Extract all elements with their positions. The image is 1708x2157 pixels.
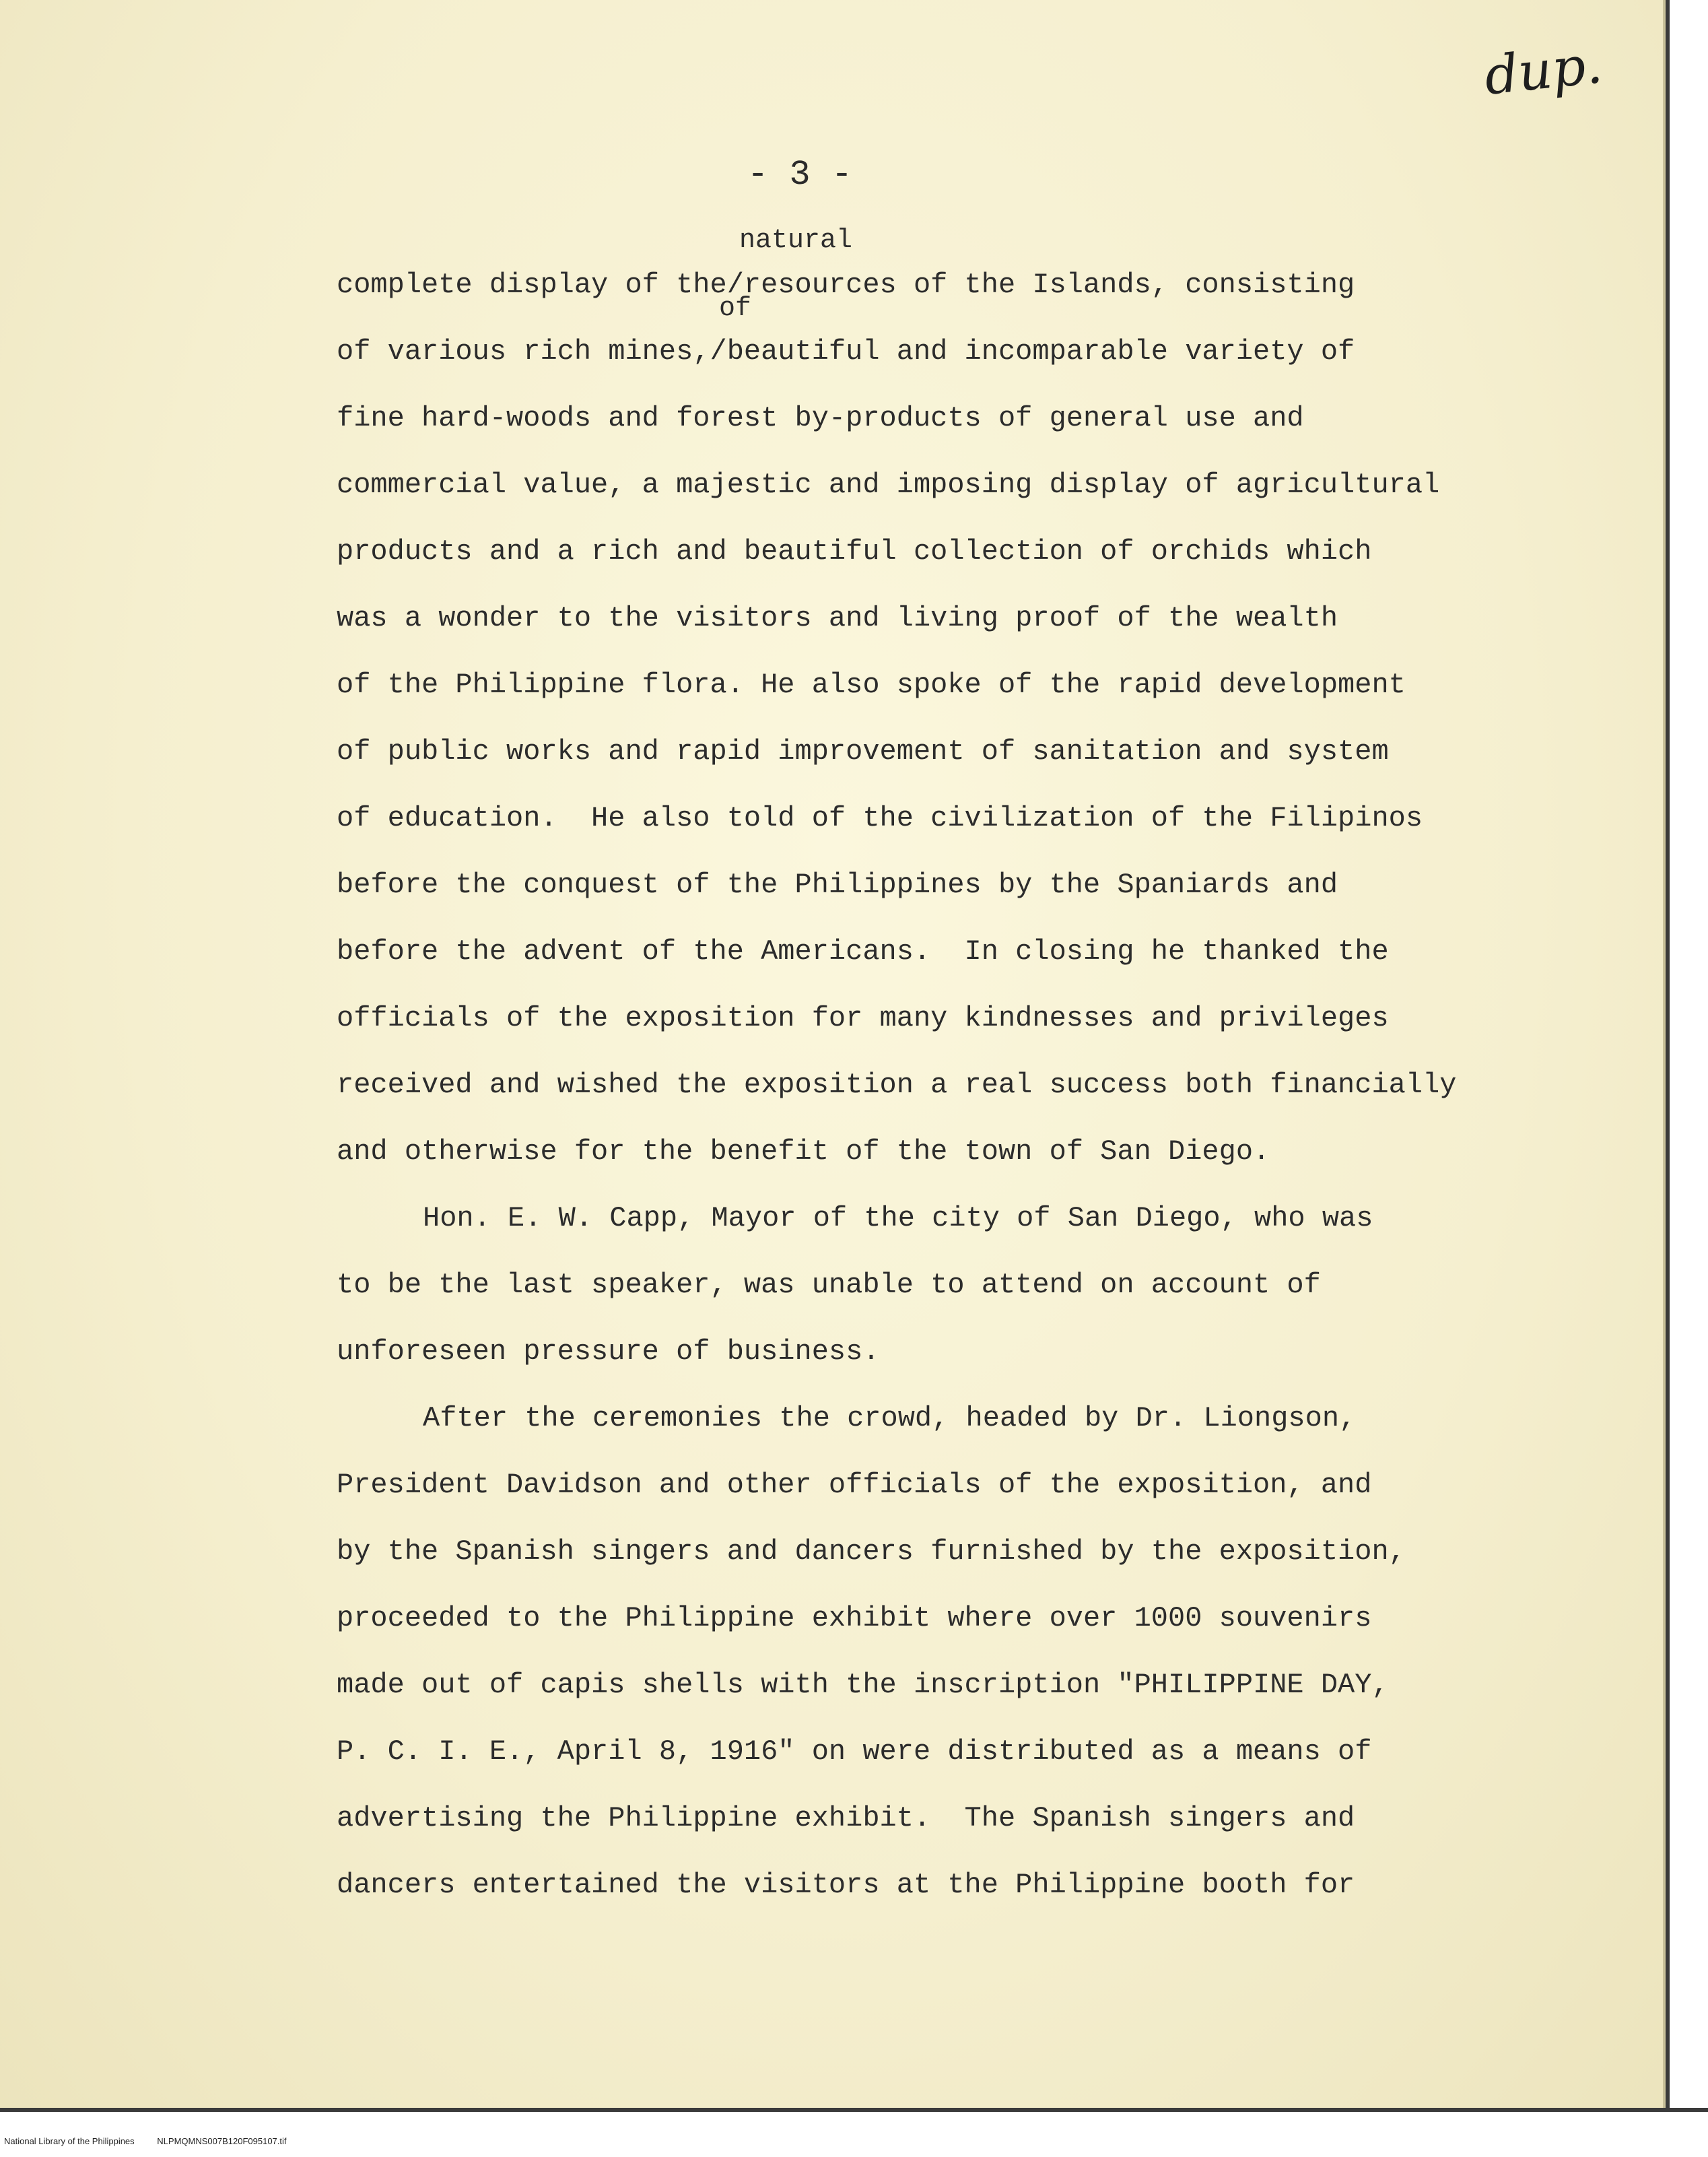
- footer-filename: NLPMQMNS007B120F095107.tif: [157, 2136, 287, 2146]
- text-line: unforeseen pressure of business.: [337, 1335, 880, 1368]
- text-line: of education. He also told of the civilization of the Filipinos: [337, 802, 1423, 834]
- handwritten-note: dup.: [1481, 34, 1606, 107]
- text-line: Hon. E. W. Capp, Mayor of the city of San Diego, who was: [423, 1202, 1373, 1234]
- scan-footer: [4, 2136, 287, 2146]
- scan-margin-bottom: [0, 2108, 1708, 2157]
- text-line: received and wished the exposition a real success both financially: [337, 1069, 1457, 1101]
- text-line: before the conquest of the Philippines by the Spaniards and: [337, 869, 1338, 901]
- page-number: - 3 -: [747, 155, 853, 195]
- typed-body-text: [337, 252, 1522, 1919]
- text-line: fine hard-woods and forest by-products of general use and: [337, 402, 1304, 434]
- text-line: products and a rich and beautiful collection of orchids which: [337, 535, 1372, 568]
- text-line: to be the last speaker, was unable to attend on account of: [337, 1269, 1321, 1301]
- scan-margin-right: [1666, 0, 1708, 2112]
- text-line: and otherwise for the benefit of the town of San Diego.: [337, 1135, 1270, 1168]
- interlinear-insertion-of: of: [719, 294, 752, 324]
- text-line: P. C. I. E., April 8, 1916" on were distributed as a means of: [337, 1735, 1372, 1768]
- text-line: made out of capis shells with the inscription "PHILIPPINE DAY,: [337, 1669, 1389, 1701]
- text-line: officials of the exposition for many kindnesses and privileges: [337, 1002, 1389, 1034]
- text-line: of various rich mines,/beautiful and incomparable variety of: [337, 335, 1355, 368]
- text-line: was a wonder to the visitors and living proof of the wealth: [337, 602, 1338, 634]
- text-line: President Davidson and other officials of the exposition, and: [337, 1469, 1372, 1501]
- footer-institution: National Library of the Philippines: [4, 2136, 135, 2146]
- text-line: commercial value, a majestic and imposing display of agricultural: [337, 469, 1440, 501]
- text-line: before the advent of the Americans. In closing he thanked the: [337, 935, 1389, 968]
- text-line: complete display of the/resources of the Islands, consisting: [337, 269, 1355, 301]
- text-line: of the Philippine flora. He also spoke of the rapid development: [337, 669, 1406, 701]
- text-line: by the Spanish singers and dancers furnished by the exposition,: [337, 1535, 1406, 1568]
- interlinear-insertion-natural: natural: [739, 226, 853, 256]
- text-line: of public works and rapid improvement of sanitation and system: [337, 735, 1389, 768]
- text-line: advertising the Philippine exhibit. The Spanish singers and: [337, 1802, 1355, 1834]
- text-line: After the ceremonies the crowd, headed by Dr. Liongson,: [423, 1402, 1357, 1434]
- text-line: dancers entertained the visitors at the Philippine booth for: [337, 1869, 1355, 1901]
- text-line: proceeded to the Philippine exhibit where over 1000 souvenirs: [337, 1602, 1372, 1634]
